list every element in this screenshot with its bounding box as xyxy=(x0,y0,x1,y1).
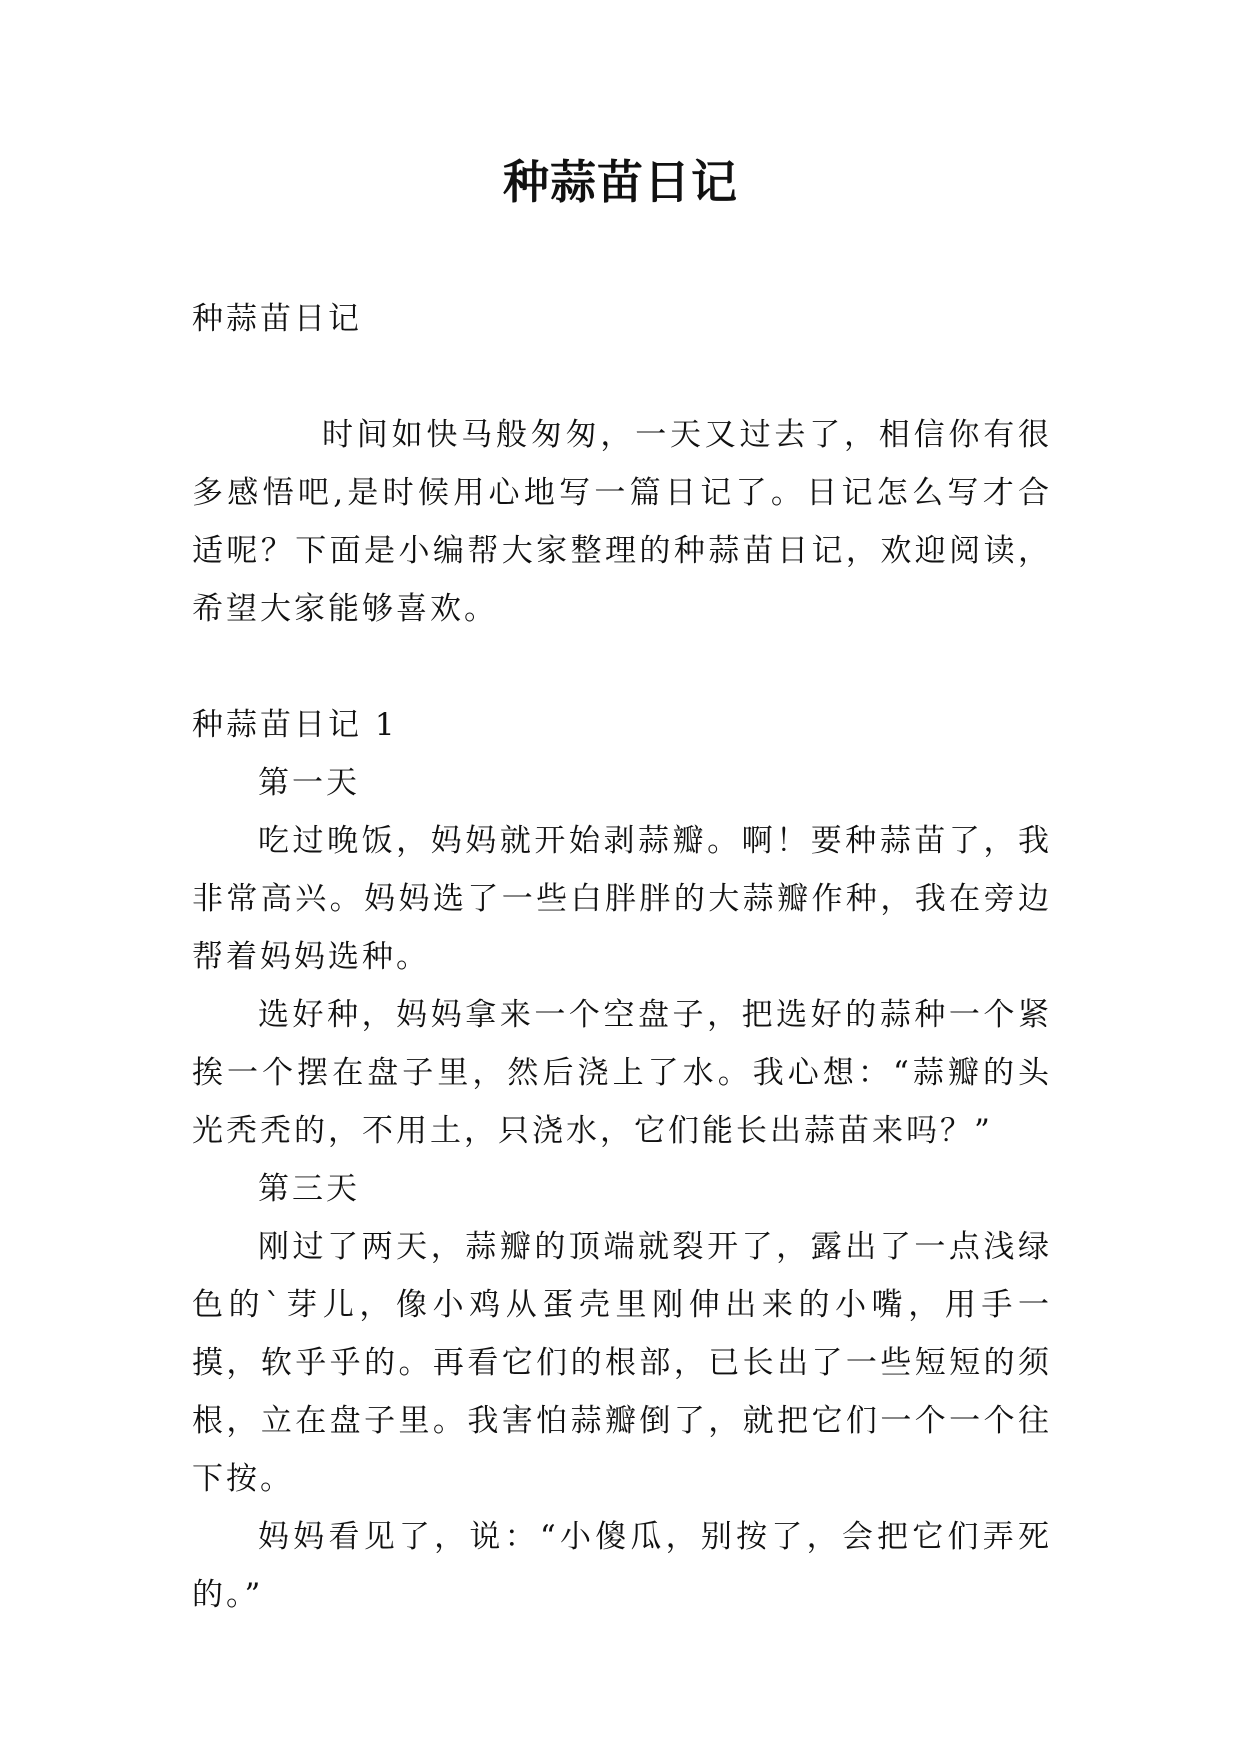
intro-paragraph: 时间如快马般匆匆，一天又过去了，相信你有很多感悟吧,是时候用心地写一篇日记了。日记怎么写才合适呢？下面是小编帮大家整理的种蒜苗日记，欢迎阅读，希望大家能够喜欢。 xyxy=(192,417,1052,627)
paragraph-day1-2: 选好种，妈妈拿来一个空盘子，把选好的蒜种一个紧挨一个摆在盘子里，然后浇上了水。我心想：“蒜瓣的头光秃秃的，不用土，只浇水，它们能长出蒜苗来吗？” xyxy=(192,997,1052,1149)
day-label-third: 第三天 xyxy=(258,1171,360,1207)
paragraph-day3-2: 妈妈看见了，说：“小傻瓜，别按了，会把它们弄死的。” xyxy=(192,1519,1052,1613)
section-heading: 种蒜苗日记 1 xyxy=(192,707,398,743)
subtitle: 种蒜苗日记 xyxy=(192,301,362,337)
paragraph-day3-1: 刚过了两天，蒜瓣的顶端就裂开了，露出了一点浅绿色的`芽儿，像小鸡从蛋壳里刚伸出来的小嘴，用手一摸，软乎乎的。再看它们的根部，已长出了一些短短的须根，立在盘子里。我害怕蒜瓣倒了，就把它们一个一个往下按。 xyxy=(192,1229,1052,1497)
paragraph-day1-1: 吃过晚饭，妈妈就开始剥蒜瓣。啊！要种蒜苗了，我非常高兴。妈妈选了一些白胖胖的大蒜瓣作种，我在旁边帮着妈妈选种。 xyxy=(192,823,1052,975)
document-body xyxy=(192,290,1052,1624)
day-label-first: 第一天 xyxy=(258,765,360,801)
spacer xyxy=(192,348,1052,406)
document-title: 种蒜苗日记 xyxy=(503,155,738,209)
spacer xyxy=(192,638,1052,696)
